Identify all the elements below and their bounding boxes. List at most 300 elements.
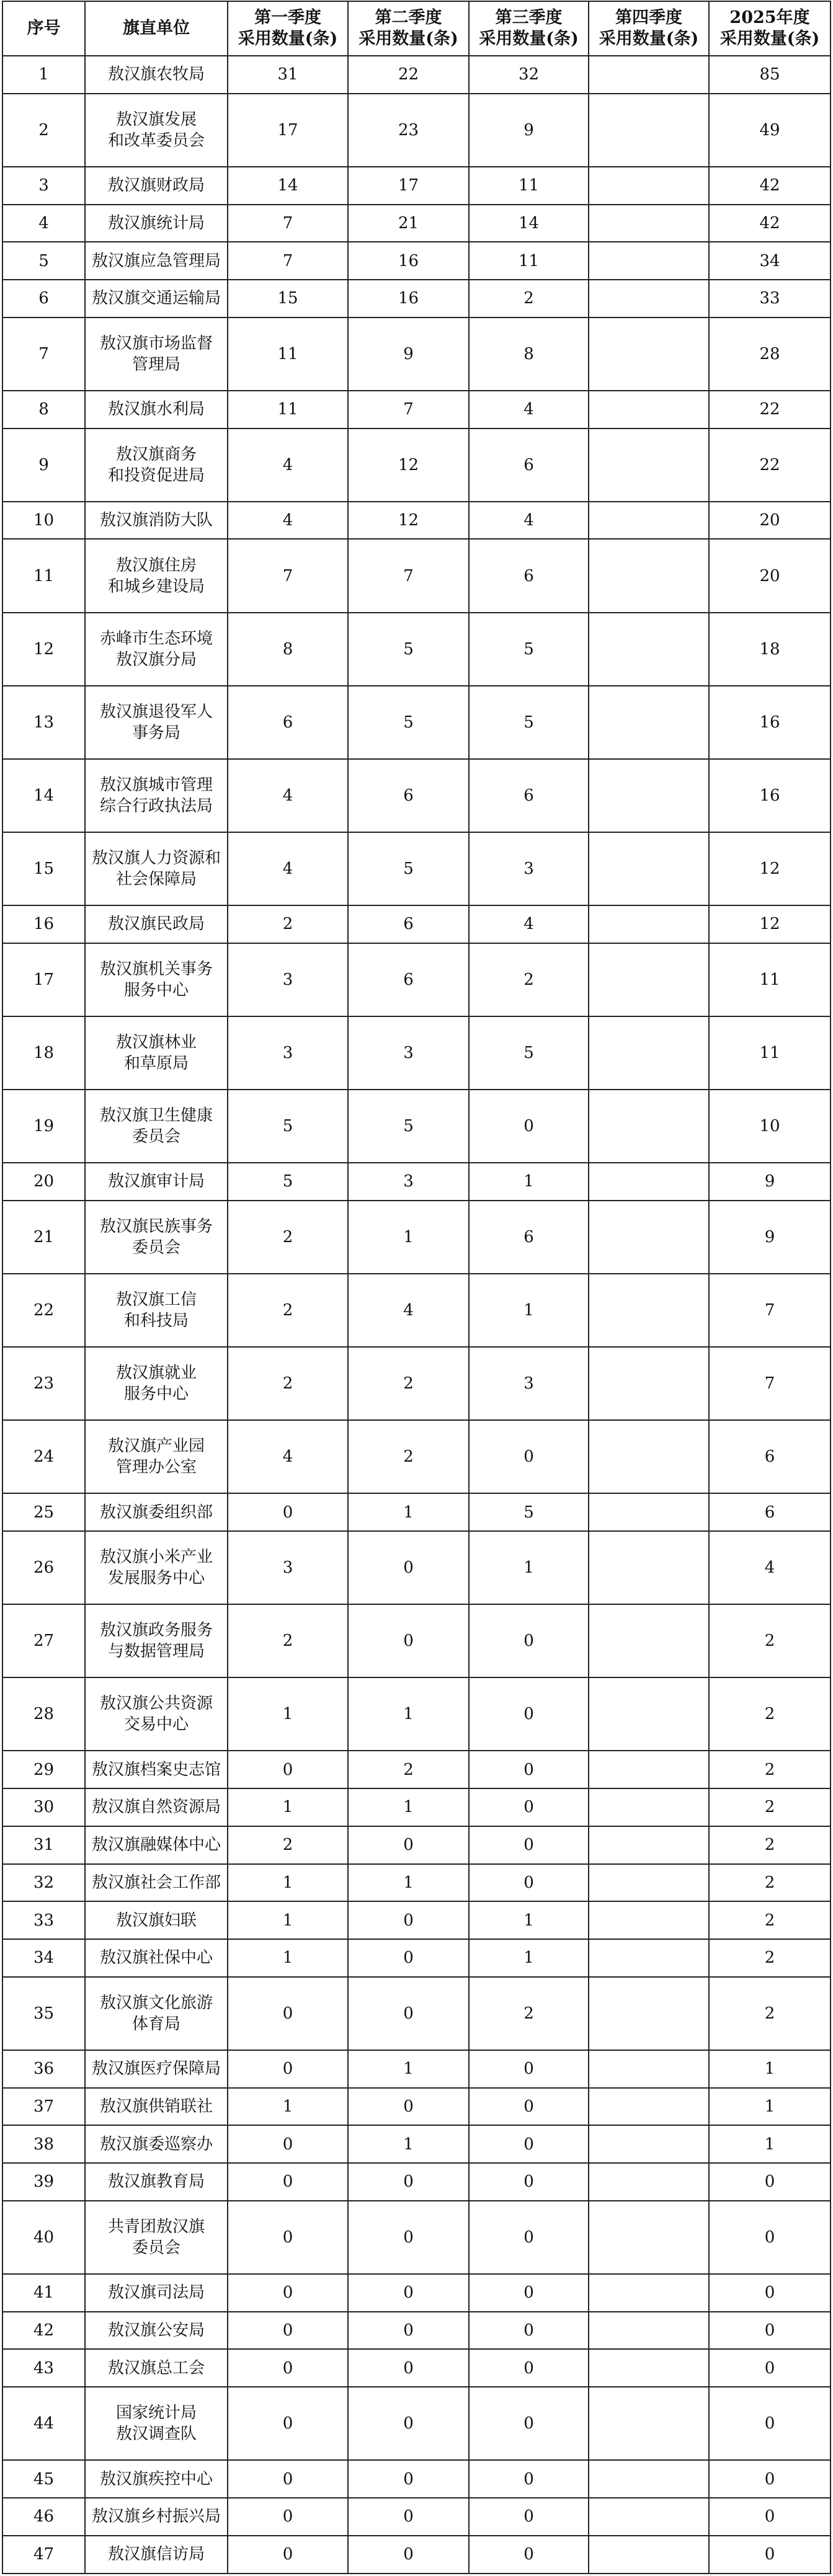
cell-q4 bbox=[589, 280, 709, 318]
cell-q2: 0 bbox=[348, 1901, 469, 1939]
cell-annual: 11 bbox=[709, 943, 831, 1016]
cell-unit: 国家统计局 敖汉调查队 bbox=[85, 2387, 228, 2460]
table-row bbox=[2, 1090, 831, 1163]
cell-unit: 敖汉旗社保中心 bbox=[85, 1939, 228, 1977]
cell-q2: 0 bbox=[348, 2163, 469, 2201]
table-row bbox=[2, 205, 831, 242]
cell-q3: 0 bbox=[469, 1420, 589, 1493]
cell-unit: 敖汉旗城市管理 综合行政执法局 bbox=[85, 759, 228, 832]
cell-q3: 0 bbox=[469, 1864, 589, 1902]
cell-q1: 6 bbox=[228, 686, 348, 759]
cell-q4 bbox=[589, 1493, 709, 1531]
cell-q4 bbox=[589, 2201, 709, 2274]
cell-q3: 9 bbox=[469, 94, 589, 167]
cell-index: 37 bbox=[2, 2088, 85, 2126]
cell-annual: 0 bbox=[709, 2274, 831, 2312]
cell-q3: 0 bbox=[469, 1604, 589, 1677]
cell-q1: 2 bbox=[228, 1347, 348, 1420]
cell-q1: 0 bbox=[228, 2274, 348, 2312]
header-q2: 第二季度 采用数量(条) bbox=[348, 1, 469, 56]
cell-annual: 0 bbox=[709, 2163, 831, 2201]
cell-unit: 敖汉旗医疗保障局 bbox=[85, 2050, 228, 2088]
cell-q2: 0 bbox=[348, 2387, 469, 2460]
cell-index: 1 bbox=[2, 56, 85, 94]
cell-q1: 0 bbox=[228, 2387, 348, 2460]
cell-annual: 2 bbox=[709, 1977, 831, 2050]
cell-q1: 0 bbox=[228, 1751, 348, 1788]
cell-index: 16 bbox=[2, 905, 85, 943]
cell-q2: 0 bbox=[348, 2460, 469, 2498]
table-row bbox=[2, 2201, 831, 2274]
cell-q4 bbox=[589, 686, 709, 759]
cell-q4 bbox=[589, 2163, 709, 2201]
cell-q4 bbox=[589, 759, 709, 832]
cell-unit: 敖汉旗住房 和城乡建设局 bbox=[85, 539, 228, 612]
header-unit: 旗直单位 bbox=[85, 1, 228, 56]
table-row bbox=[2, 2050, 831, 2088]
cell-q1: 7 bbox=[228, 242, 348, 280]
cell-index: 10 bbox=[2, 502, 85, 540]
cell-q4 bbox=[589, 1163, 709, 1201]
table-row bbox=[2, 832, 831, 905]
cell-q4 bbox=[589, 943, 709, 1016]
cell-q4 bbox=[589, 1864, 709, 1902]
header-q4: 第四季度 采用数量(条) bbox=[589, 1, 709, 56]
cell-annual: 1 bbox=[709, 2088, 831, 2126]
cell-index: 12 bbox=[2, 613, 85, 686]
cell-unit: 敖汉旗应急管理局 bbox=[85, 242, 228, 280]
table-row bbox=[2, 686, 831, 759]
cell-index: 11 bbox=[2, 539, 85, 612]
cell-q4 bbox=[589, 2498, 709, 2536]
cell-q4 bbox=[589, 1977, 709, 2050]
cell-q3: 0 bbox=[469, 2088, 589, 2126]
cell-annual: 16 bbox=[709, 686, 831, 759]
cell-q4 bbox=[589, 318, 709, 391]
cell-index: 24 bbox=[2, 1420, 85, 1493]
cell-q2: 5 bbox=[348, 832, 469, 905]
cell-q2: 12 bbox=[348, 502, 469, 540]
cell-q1: 2 bbox=[228, 905, 348, 943]
cell-q1: 0 bbox=[228, 2050, 348, 2088]
cell-q3: 0 bbox=[469, 1826, 589, 1864]
cell-index: 17 bbox=[2, 943, 85, 1016]
cell-q2: 0 bbox=[348, 2088, 469, 2126]
cell-q1: 0 bbox=[228, 1493, 348, 1531]
cell-q2: 0 bbox=[348, 1826, 469, 1864]
cell-q4 bbox=[589, 167, 709, 205]
cell-annual: 9 bbox=[709, 1201, 831, 1274]
cell-q4 bbox=[589, 1677, 709, 1751]
cell-index: 43 bbox=[2, 2349, 85, 2387]
cell-q2: 9 bbox=[348, 318, 469, 391]
cell-unit: 敖汉旗委组织部 bbox=[85, 1493, 228, 1531]
cell-q3: 1 bbox=[469, 1163, 589, 1201]
cell-q3: 0 bbox=[469, 2536, 589, 2574]
cell-unit: 敖汉旗政务服务 与数据管理局 bbox=[85, 1604, 228, 1677]
cell-index: 25 bbox=[2, 1493, 85, 1531]
table-row bbox=[2, 1826, 831, 1864]
table-row bbox=[2, 613, 831, 686]
cell-q2: 0 bbox=[348, 1939, 469, 1977]
cell-annual: 10 bbox=[709, 1090, 831, 1163]
cell-index: 19 bbox=[2, 1090, 85, 1163]
cell-index: 13 bbox=[2, 686, 85, 759]
cell-q1: 0 bbox=[228, 2312, 348, 2350]
cell-q2: 1 bbox=[348, 1201, 469, 1274]
header-row bbox=[2, 1, 831, 56]
cell-unit: 敖汉旗消防大队 bbox=[85, 502, 228, 540]
cell-q1: 2 bbox=[228, 1201, 348, 1274]
cell-unit: 敖汉旗民族事务 委员会 bbox=[85, 1201, 228, 1274]
table-row bbox=[2, 2163, 831, 2201]
table-body bbox=[2, 56, 831, 2574]
cell-q2: 2 bbox=[348, 1347, 469, 1420]
cell-annual: 42 bbox=[709, 167, 831, 205]
cell-unit: 敖汉旗审计局 bbox=[85, 1163, 228, 1201]
cell-q2: 1 bbox=[348, 1677, 469, 1751]
cell-unit: 敖汉旗自然资源局 bbox=[85, 1788, 228, 1826]
cell-index: 46 bbox=[2, 2498, 85, 2536]
cell-q1: 0 bbox=[228, 2163, 348, 2201]
cell-index: 15 bbox=[2, 832, 85, 905]
cell-q2: 0 bbox=[348, 2201, 469, 2274]
cell-annual: 22 bbox=[709, 429, 831, 502]
table-row bbox=[2, 502, 831, 540]
cell-annual: 0 bbox=[709, 2536, 831, 2574]
table-row bbox=[2, 1016, 831, 1090]
cell-annual: 4 bbox=[709, 1531, 831, 1604]
cell-unit: 敖汉旗总工会 bbox=[85, 2349, 228, 2387]
cell-q2: 0 bbox=[348, 1531, 469, 1604]
table-row bbox=[2, 56, 831, 94]
cell-index: 20 bbox=[2, 1163, 85, 1201]
cell-q1: 14 bbox=[228, 167, 348, 205]
cell-annual: 7 bbox=[709, 1274, 831, 1347]
cell-annual: 2 bbox=[709, 1864, 831, 1902]
cell-annual: 0 bbox=[709, 2349, 831, 2387]
cell-index: 7 bbox=[2, 318, 85, 391]
cell-index: 35 bbox=[2, 1977, 85, 2050]
cell-q4 bbox=[589, 905, 709, 943]
cell-q2: 0 bbox=[348, 1604, 469, 1677]
cell-q4 bbox=[589, 56, 709, 94]
cell-annual: 7 bbox=[709, 1347, 831, 1420]
cell-unit: 敖汉旗民政局 bbox=[85, 905, 228, 943]
cell-index: 36 bbox=[2, 2050, 85, 2088]
cell-q3: 0 bbox=[469, 2163, 589, 2201]
cell-q1: 3 bbox=[228, 1016, 348, 1090]
cell-q4 bbox=[589, 1531, 709, 1604]
cell-q3: 14 bbox=[469, 205, 589, 242]
cell-q3: 0 bbox=[469, 2274, 589, 2312]
cell-q3: 1 bbox=[469, 1531, 589, 1604]
cell-annual: 16 bbox=[709, 759, 831, 832]
cell-q3: 11 bbox=[469, 242, 589, 280]
cell-q3: 0 bbox=[469, 2050, 589, 2088]
cell-q2: 1 bbox=[348, 1864, 469, 1902]
table-row bbox=[2, 539, 831, 612]
cell-unit: 敖汉旗发展 和改革委员会 bbox=[85, 94, 228, 167]
cell-unit: 敖汉旗工信 和科技局 bbox=[85, 1274, 228, 1347]
table-row bbox=[2, 94, 831, 167]
cell-q2: 7 bbox=[348, 391, 469, 429]
cell-q4 bbox=[589, 1420, 709, 1493]
cell-q2: 16 bbox=[348, 280, 469, 318]
cell-q1: 0 bbox=[228, 2498, 348, 2536]
cell-q4 bbox=[589, 2387, 709, 2460]
table-row bbox=[2, 2274, 831, 2312]
cell-q2: 2 bbox=[348, 1420, 469, 1493]
cell-index: 30 bbox=[2, 1788, 85, 1826]
cell-annual: 2 bbox=[709, 1826, 831, 1864]
cell-q3: 0 bbox=[469, 2201, 589, 2274]
cell-index: 41 bbox=[2, 2274, 85, 2312]
cell-index: 27 bbox=[2, 1604, 85, 1677]
cell-q1: 1 bbox=[228, 1901, 348, 1939]
header-q3: 第三季度 采用数量(条) bbox=[469, 1, 589, 56]
cell-q1: 1 bbox=[228, 1939, 348, 1977]
cell-index: 33 bbox=[2, 1901, 85, 1939]
table-row bbox=[2, 905, 831, 943]
cell-q3: 0 bbox=[469, 2125, 589, 2163]
table-row bbox=[2, 280, 831, 318]
cell-q1: 4 bbox=[228, 502, 348, 540]
cell-q2: 3 bbox=[348, 1163, 469, 1201]
cell-q4 bbox=[589, 1347, 709, 1420]
cell-unit: 敖汉旗林业 和草原局 bbox=[85, 1016, 228, 1090]
cell-unit: 敖汉旗农牧局 bbox=[85, 56, 228, 94]
cell-index: 5 bbox=[2, 242, 85, 280]
cell-annual: 85 bbox=[709, 56, 831, 94]
cell-annual: 33 bbox=[709, 280, 831, 318]
cell-q2: 16 bbox=[348, 242, 469, 280]
cell-q1: 3 bbox=[228, 943, 348, 1016]
cell-q3: 8 bbox=[469, 318, 589, 391]
cell-q2: 2 bbox=[348, 1751, 469, 1788]
cell-q1: 7 bbox=[228, 205, 348, 242]
cell-unit: 敖汉旗乡村振兴局 bbox=[85, 2498, 228, 2536]
cell-q1: 4 bbox=[228, 1420, 348, 1493]
cell-index: 31 bbox=[2, 1826, 85, 1864]
table-row bbox=[2, 2387, 831, 2460]
cell-annual: 1 bbox=[709, 2125, 831, 2163]
cell-q3: 0 bbox=[469, 1788, 589, 1826]
cell-unit: 敖汉旗财政局 bbox=[85, 167, 228, 205]
cell-unit: 敖汉旗就业 服务中心 bbox=[85, 1347, 228, 1420]
cell-unit: 敖汉旗水利局 bbox=[85, 391, 228, 429]
cell-q3: 2 bbox=[469, 280, 589, 318]
cell-q1: 15 bbox=[228, 280, 348, 318]
cell-q3: 4 bbox=[469, 502, 589, 540]
cell-unit: 敖汉旗司法局 bbox=[85, 2274, 228, 2312]
cell-q1: 7 bbox=[228, 539, 348, 612]
cell-unit: 敖汉旗产业园 管理办公室 bbox=[85, 1420, 228, 1493]
cell-annual: 42 bbox=[709, 205, 831, 242]
cell-q2: 6 bbox=[348, 759, 469, 832]
cell-q1: 31 bbox=[228, 56, 348, 94]
cell-q2: 0 bbox=[348, 2274, 469, 2312]
cell-unit: 敖汉旗公安局 bbox=[85, 2312, 228, 2350]
cell-q3: 6 bbox=[469, 1201, 589, 1274]
cell-unit: 敖汉旗文化旅游 体育局 bbox=[85, 1977, 228, 2050]
cell-q3: 5 bbox=[469, 686, 589, 759]
cell-q3: 3 bbox=[469, 832, 589, 905]
cell-q4 bbox=[589, 1016, 709, 1090]
cell-unit: 敖汉旗市场监督 管理局 bbox=[85, 318, 228, 391]
cell-index: 18 bbox=[2, 1016, 85, 1090]
cell-annual: 0 bbox=[709, 2387, 831, 2460]
cell-annual: 0 bbox=[709, 2498, 831, 2536]
table-row bbox=[2, 1864, 831, 1902]
cell-index: 4 bbox=[2, 205, 85, 242]
cell-q4 bbox=[589, 1939, 709, 1977]
cell-q3: 11 bbox=[469, 167, 589, 205]
cell-q2: 6 bbox=[348, 905, 469, 943]
table-row bbox=[2, 429, 831, 502]
cell-q3: 0 bbox=[469, 2460, 589, 2498]
cell-q4 bbox=[589, 2349, 709, 2387]
cell-unit: 敖汉旗疾控中心 bbox=[85, 2460, 228, 2498]
cell-q2: 0 bbox=[348, 2349, 469, 2387]
cell-annual: 2 bbox=[709, 1677, 831, 1751]
cell-q3: 5 bbox=[469, 1016, 589, 1090]
cell-annual: 28 bbox=[709, 318, 831, 391]
cell-q4 bbox=[589, 2274, 709, 2312]
cell-q2: 1 bbox=[348, 2125, 469, 2163]
cell-q1: 2 bbox=[228, 1826, 348, 1864]
cell-index: 6 bbox=[2, 280, 85, 318]
cell-annual: 20 bbox=[709, 502, 831, 540]
cell-index: 26 bbox=[2, 1531, 85, 1604]
cell-annual: 49 bbox=[709, 94, 831, 167]
cell-annual: 2 bbox=[709, 1939, 831, 1977]
cell-unit: 敖汉旗卫生健康 委员会 bbox=[85, 1090, 228, 1163]
cell-index: 32 bbox=[2, 1864, 85, 1902]
cell-q2: 7 bbox=[348, 539, 469, 612]
cell-q2: 3 bbox=[348, 1016, 469, 1090]
cell-q3: 3 bbox=[469, 1347, 589, 1420]
cell-q3: 4 bbox=[469, 391, 589, 429]
cell-q3: 1 bbox=[469, 1901, 589, 1939]
cell-unit: 敖汉旗妇联 bbox=[85, 1901, 228, 1939]
cell-q4 bbox=[589, 2050, 709, 2088]
cell-q1: 0 bbox=[228, 2460, 348, 2498]
cell-q1: 0 bbox=[228, 2536, 348, 2574]
cell-q2: 0 bbox=[348, 2312, 469, 2350]
cell-annual: 34 bbox=[709, 242, 831, 280]
table-row bbox=[2, 943, 831, 1016]
cell-q1: 1 bbox=[228, 2088, 348, 2126]
cell-q2: 1 bbox=[348, 1493, 469, 1531]
cell-q3: 2 bbox=[469, 1977, 589, 2050]
cell-q4 bbox=[589, 1788, 709, 1826]
cell-q1: 0 bbox=[228, 1977, 348, 2050]
table-row bbox=[2, 1751, 831, 1788]
cell-annual: 1 bbox=[709, 2050, 831, 2088]
cell-index: 39 bbox=[2, 2163, 85, 2201]
cell-q3: 5 bbox=[469, 1493, 589, 1531]
cell-q4 bbox=[589, 429, 709, 502]
cell-index: 40 bbox=[2, 2201, 85, 2274]
table-row bbox=[2, 1939, 831, 1977]
table-row bbox=[2, 1347, 831, 1420]
cell-q2: 4 bbox=[348, 1274, 469, 1347]
cell-q2: 22 bbox=[348, 56, 469, 94]
header-q1: 第一季度 采用数量(条) bbox=[228, 1, 348, 56]
cell-unit: 敖汉旗档案史志馆 bbox=[85, 1751, 228, 1788]
cell-annual: 6 bbox=[709, 1420, 831, 1493]
cell-unit: 敖汉旗教育局 bbox=[85, 2163, 228, 2201]
cell-q4 bbox=[589, 1090, 709, 1163]
cell-unit: 敖汉旗信访局 bbox=[85, 2536, 228, 2574]
cell-index: 2 bbox=[2, 94, 85, 167]
cell-unit: 敖汉旗供销联社 bbox=[85, 2088, 228, 2126]
cell-unit: 敖汉旗交通运输局 bbox=[85, 280, 228, 318]
cell-q2: 0 bbox=[348, 2498, 469, 2536]
table-row bbox=[2, 167, 831, 205]
cell-q1: 11 bbox=[228, 318, 348, 391]
cell-unit: 敖汉旗委巡察办 bbox=[85, 2125, 228, 2163]
cell-q3: 32 bbox=[469, 56, 589, 94]
cell-q2: 1 bbox=[348, 2050, 469, 2088]
cell-annual: 2 bbox=[709, 1604, 831, 1677]
table-row bbox=[2, 1493, 831, 1531]
cell-q3: 0 bbox=[469, 2498, 589, 2536]
table-row bbox=[2, 2498, 831, 2536]
cell-q2: 5 bbox=[348, 1090, 469, 1163]
cell-q4 bbox=[589, 613, 709, 686]
table-row bbox=[2, 1531, 831, 1604]
table-row bbox=[2, 242, 831, 280]
table-row bbox=[2, 1420, 831, 1493]
cell-index: 23 bbox=[2, 1347, 85, 1420]
cell-q1: 17 bbox=[228, 94, 348, 167]
cell-annual: 0 bbox=[709, 2201, 831, 2274]
cell-index: 3 bbox=[2, 167, 85, 205]
cell-q1: 4 bbox=[228, 832, 348, 905]
cell-q1: 1 bbox=[228, 1677, 348, 1751]
cell-q4 bbox=[589, 2460, 709, 2498]
cell-q1: 0 bbox=[228, 2125, 348, 2163]
cell-q1: 2 bbox=[228, 1274, 348, 1347]
cell-unit: 敖汉旗人力资源和 社会保障局 bbox=[85, 832, 228, 905]
cell-q1: 5 bbox=[228, 1163, 348, 1201]
cell-index: 44 bbox=[2, 2387, 85, 2460]
cell-annual: 22 bbox=[709, 391, 831, 429]
table-row bbox=[2, 2088, 831, 2126]
cell-annual: 6 bbox=[709, 1493, 831, 1531]
cell-index: 21 bbox=[2, 1201, 85, 1274]
cell-unit: 敖汉旗统计局 bbox=[85, 205, 228, 242]
cell-q3: 0 bbox=[469, 2349, 589, 2387]
cell-annual: 2 bbox=[709, 1901, 831, 1939]
cell-q2: 12 bbox=[348, 429, 469, 502]
cell-q3: 0 bbox=[469, 1677, 589, 1751]
cell-q4 bbox=[589, 205, 709, 242]
cell-index: 14 bbox=[2, 759, 85, 832]
cell-q1: 3 bbox=[228, 1531, 348, 1604]
cell-annual: 2 bbox=[709, 1788, 831, 1826]
cell-q3: 4 bbox=[469, 905, 589, 943]
table-row bbox=[2, 1274, 831, 1347]
cell-q2: 5 bbox=[348, 613, 469, 686]
cell-unit: 敖汉旗机关事务 服务中心 bbox=[85, 943, 228, 1016]
cell-annual: 18 bbox=[709, 613, 831, 686]
cell-q4 bbox=[589, 391, 709, 429]
table-row bbox=[2, 1677, 831, 1751]
cell-q3: 6 bbox=[469, 539, 589, 612]
